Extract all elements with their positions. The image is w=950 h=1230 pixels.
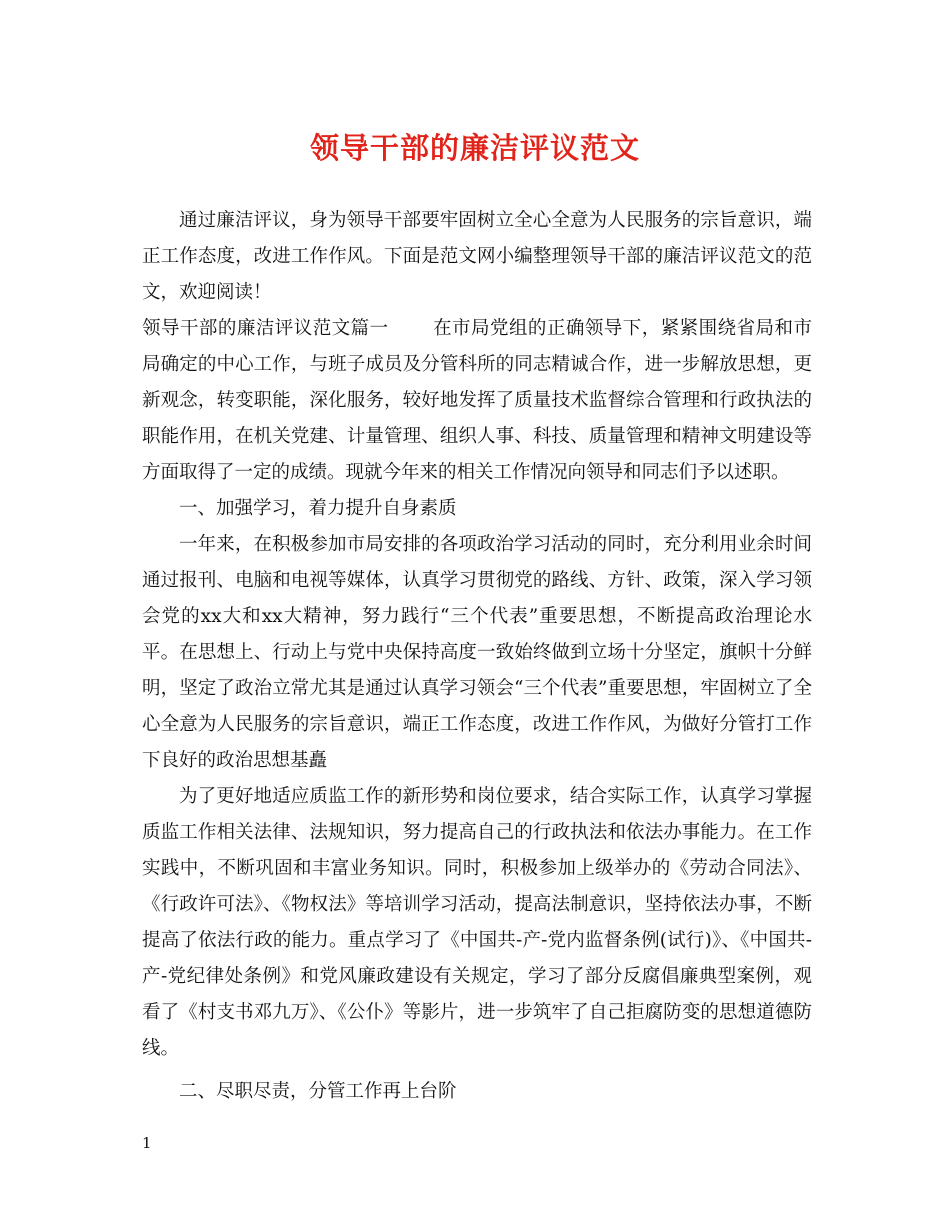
document-title: 领导干部的廉洁评议范文 [309, 131, 640, 165]
document-body [142, 203, 812, 1110]
section-two-heading: 二、尽职尽责，分管工作再上台阶 [179, 1081, 457, 1102]
article-heading: 领导干部的廉洁评议范文篇一 [142, 318, 389, 339]
intro-paragraph: 通过廉洁评议，身为领导干部要牢固树立全心全意为人民服务的宗旨意识，端正工作态度，改进工作作风。下面是范文网小编整理领导干部的廉洁评议范文的范文，欢迎阅读！ [142, 210, 812, 303]
section-one-heading: 一、加强学习，着力提升自身素质 [179, 498, 457, 519]
article-first-paragraph: 在市局党组的正确领导下，紧紧围绕省局和市局确定的中心工作，与班子成员及分管科所的同志精诚合作，进一步解放思想，更新观念，转变职能，深化服务，较好地发挥了质量技术监督综合管理和行政执法的职能作用，在机关党建、计量管理、组织人事、科技、质量管理和精神文明建设等方面取得了一定的成绩。现就今年来的相关工作情况向领导和同志们予以述职。 [142, 318, 812, 483]
section-one-paragraph-1: 一年来，在积极参加市局安排的各项政治学习活动的同时，充分利用业余时间通过报刊、电脑和电视等媒体，认真学习贯彻党的路线、方针、政策，深入学习领会党的xx大和xx大精神，努力践行“三个代表”重要思想，不断提高政治理论水平。在思想上、行动上与党中央保持高度一致始终做到立场十分坚定，旗帜十分鲜明，坚定了政治立常尤其是通过认真学习领会“三个代表”重要思想，牢固树立了全心全意为人民服务的宗旨意识，端正工作态度，改进工作作风，为做好分管打工作下良好的政治思想基矗 [142, 534, 812, 771]
section-one-paragraph-2: 为了更好地适应质监工作的新形势和岗位要求，结合实际工作，认真学习掌握质监工作相关法律、法规知识，努力提高自己的行政执法和依法办事能力。在工作实践中，不断巩固和丰富业务知识。同时，积极参加上级举办的《劳动合同法》、《行政许可法》、《物权法》等培训学习活动，提高法制意识，坚持依法办事，不断提高了依法行政的能力。重点学习了《中国共-产-党内监督条例(试行)》、《中国共-产-党纪律处条例》和党风廉政建设有关规定，学习了部分反腐倡廉典型案例，观看了《村支书邓九万》、《公仆》等影片，进一步筑牢了自己拒腐防变的思想道德防线。 [142, 786, 812, 1059]
article-paragraph [142, 311, 812, 491]
page-number: 1 [142, 1134, 152, 1152]
